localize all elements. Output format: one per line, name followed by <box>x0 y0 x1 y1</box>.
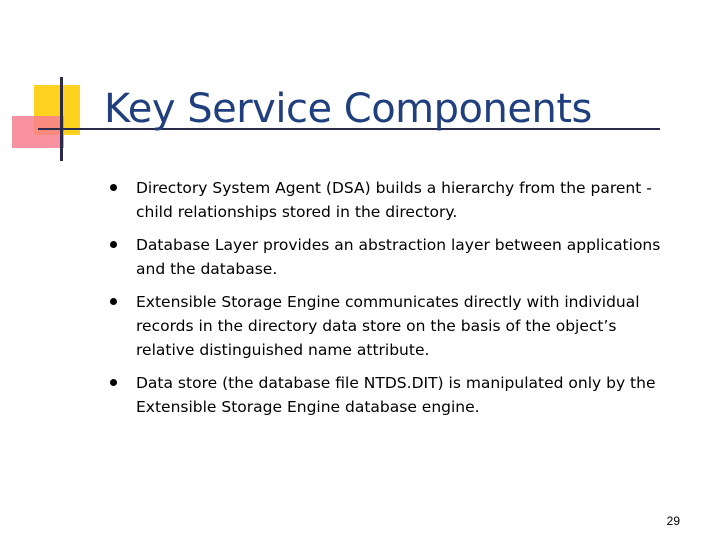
bullet-text: Extensible Storage Engine communicates directly with individual records in the directory data store on the basis of the object’s relative distinguished name attribute. <box>136 293 640 359</box>
bullet-dot-icon <box>110 298 117 305</box>
bullet-item <box>110 233 670 281</box>
bullet-text: Database Layer provides an abstraction layer between applications and the database. <box>136 236 661 278</box>
slide-title: Key Service Components <box>104 86 592 132</box>
bullet-text: Data store (the database file NTDS.DIT) is manipulated only by the Extensible Storage Engine database engine. <box>136 374 656 416</box>
title-accent-pink-square <box>12 116 64 148</box>
title-accent-vertical-line <box>60 77 63 161</box>
slide-number: 29 <box>666 514 680 528</box>
bullet-list <box>110 176 670 419</box>
bullet-dot-icon <box>110 241 117 248</box>
bullet-text: Directory System Agent (DSA) builds a hierarchy from the parent -child relationships stored in the directory. <box>136 179 652 221</box>
bullet-item <box>110 290 670 362</box>
bullet-dot-icon <box>110 379 117 386</box>
bullet-dot-icon <box>110 184 117 191</box>
bullet-item <box>110 371 670 419</box>
bullet-item <box>110 176 670 224</box>
